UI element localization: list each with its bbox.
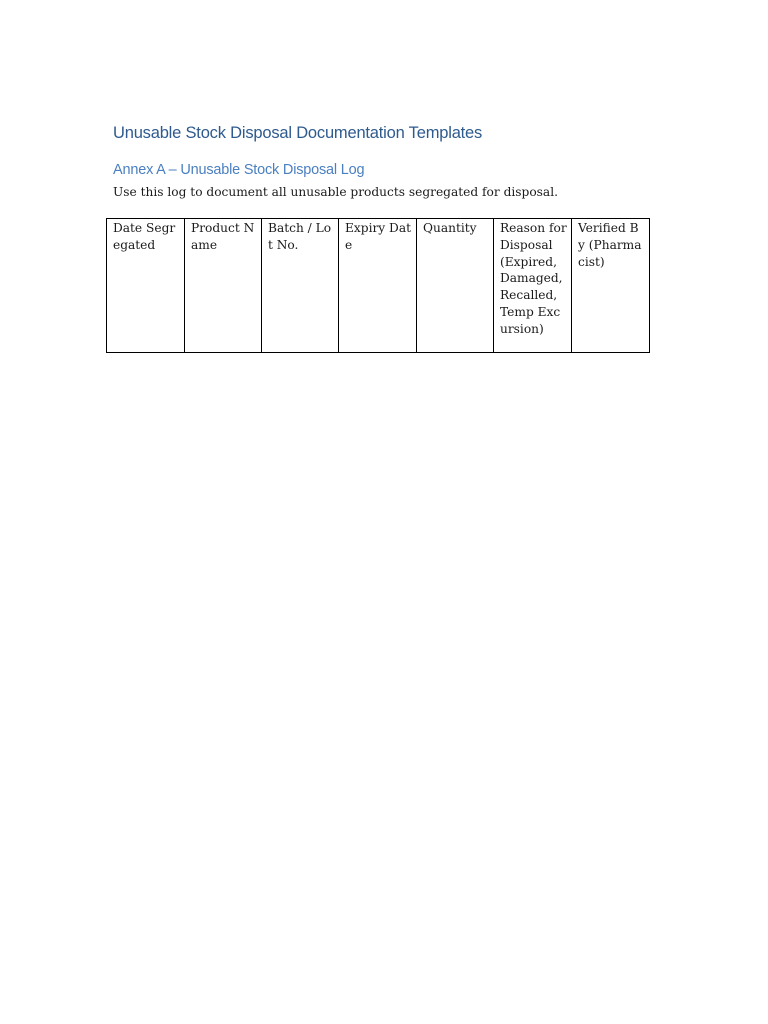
document-title: Unusable Stock Disposal Documentation Templates: [113, 124, 483, 142]
column-header-verified-by: Verified By (Pharmacist): [572, 219, 650, 353]
disposal-log-table: [106, 218, 650, 353]
column-header-reason-for-disposal: Reason for Disposal (Expired, Damaged, Recalled, Temp Excursion): [494, 219, 572, 353]
column-header-date-segregated: Date Segregated: [107, 219, 185, 353]
column-header-expiry-date: Expiry Date: [339, 219, 417, 353]
column-header-quantity: Quantity: [417, 219, 494, 353]
column-header-product-name: Product Name: [185, 219, 262, 353]
annex-heading: Annex A – Unusable Stock Disposal Log: [113, 162, 365, 178]
table-header-row: [107, 219, 650, 353]
column-header-batch-lot: Batch / Lot No.: [262, 219, 339, 353]
intro-text: Use this log to document all unusable products segregated for disposal.: [113, 185, 558, 199]
